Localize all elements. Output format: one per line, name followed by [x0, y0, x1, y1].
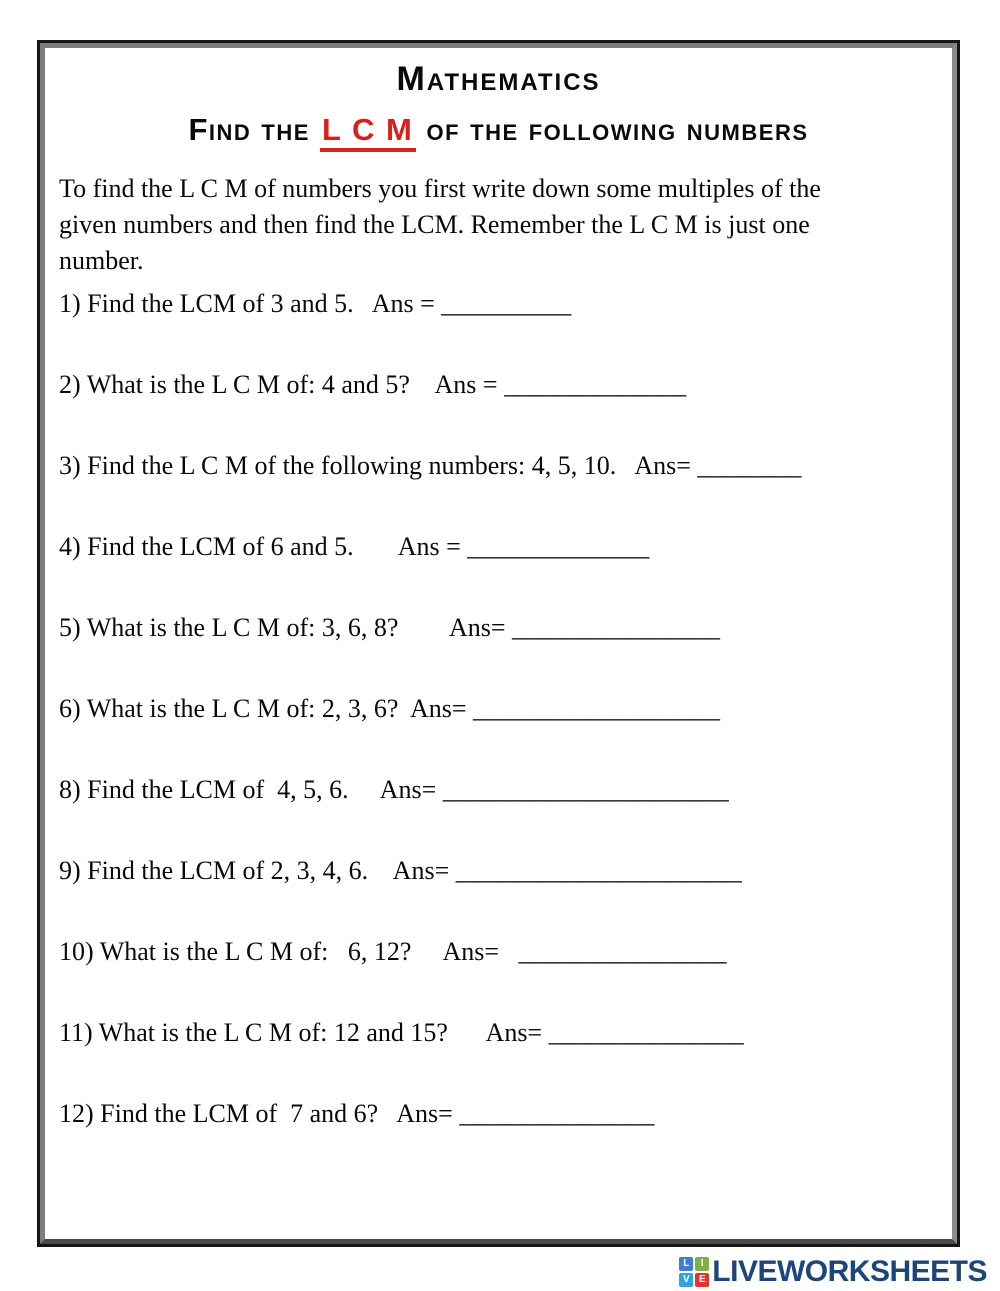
question-row-5: [59, 615, 938, 641]
question-prompt-4: 4) Find the LCM of 6 and 5. Ans =: [59, 532, 468, 561]
answer-blank-10[interactable]: ________________: [518, 937, 727, 966]
answer-blank-1[interactable]: __________: [441, 289, 572, 318]
question-row-8: [59, 777, 938, 803]
question-row-6: [59, 696, 938, 722]
logo-tile-l: L: [679, 1257, 693, 1271]
liveworksheets-logo[interactable]: [679, 1255, 987, 1289]
subtitle-suffix: of the following numbers: [416, 112, 809, 147]
question-prompt-8: 8) Find the LCM of 4, 5, 6. Ans=: [59, 775, 443, 804]
intro-line-1: To find the L C M of numbers you first write down some multiples of the: [59, 174, 821, 203]
logo-tile-e: E: [695, 1273, 709, 1287]
answer-blank-11[interactable]: _______________: [548, 1018, 744, 1047]
intro-line-3: number.: [59, 246, 144, 275]
answer-blank-5[interactable]: ________________: [512, 613, 721, 642]
worksheet-content: [40, 43, 957, 1244]
intro-paragraph: [59, 171, 938, 279]
answer-blank-3[interactable]: ________: [697, 451, 802, 480]
question-prompt-6: 6) What is the L C M of: 2, 3, 6? Ans=: [59, 694, 474, 723]
answer-blank-2[interactable]: ______________: [504, 370, 687, 399]
worksheet-title: Mathematics: [396, 60, 601, 98]
question-row-11: [59, 1020, 938, 1046]
question-prompt-5: 5) What is the L C M of: 3, 6, 8? Ans=: [59, 613, 513, 642]
question-prompt-1: 1) Find the LCM of 3 and 5. Ans =: [59, 289, 442, 318]
worksheet-subtitle: [59, 113, 938, 147]
question-row-3: [59, 453, 938, 479]
answer-blank-12[interactable]: _______________: [459, 1099, 655, 1128]
answer-blank-9[interactable]: ______________________: [455, 856, 742, 885]
question-row-12: [59, 1101, 938, 1127]
question-prompt-3: 3) Find the L C M of the following numbers: 4, 5, 10. Ans=: [59, 451, 698, 480]
answer-blank-8[interactable]: ______________________: [442, 775, 729, 804]
question-prompt-10: 10) What is the L C M of: 6, 12? Ans=: [59, 937, 519, 966]
question-prompt-12: 12) Find the LCM of 7 and 6? Ans=: [59, 1099, 460, 1128]
question-row-10: [59, 939, 938, 965]
logo-tile-v: V: [679, 1273, 693, 1287]
subtitle-lcm-highlight: L C M: [320, 112, 416, 152]
liveworksheets-icon: [679, 1257, 709, 1287]
question-prompt-11: 11) What is the L C M of: 12 and 15? Ans=: [59, 1018, 549, 1047]
liveworksheets-wordmark: LIVEWORKSHEETS: [712, 1255, 987, 1288]
questions-list: [59, 291, 938, 1127]
question-row-1: [59, 291, 938, 317]
question-row-2: [59, 372, 938, 398]
answer-blank-4[interactable]: ______________: [467, 532, 650, 561]
intro-line-2: given numbers and then find the LCM. Remember the L C M is just one: [59, 210, 810, 239]
question-row-4: [59, 534, 938, 560]
question-prompt-2: 2) What is the L C M of: 4 and 5? Ans =: [59, 370, 505, 399]
question-prompt-9: 9) Find the LCM of 2, 3, 4, 6. Ans=: [59, 856, 456, 885]
answer-blank-6[interactable]: ___________________: [473, 694, 721, 723]
subtitle-prefix: Find the: [188, 112, 321, 147]
question-row-9: [59, 858, 938, 884]
logo-tile-i: I: [695, 1257, 709, 1271]
worksheet-border-frame: [37, 40, 960, 1247]
